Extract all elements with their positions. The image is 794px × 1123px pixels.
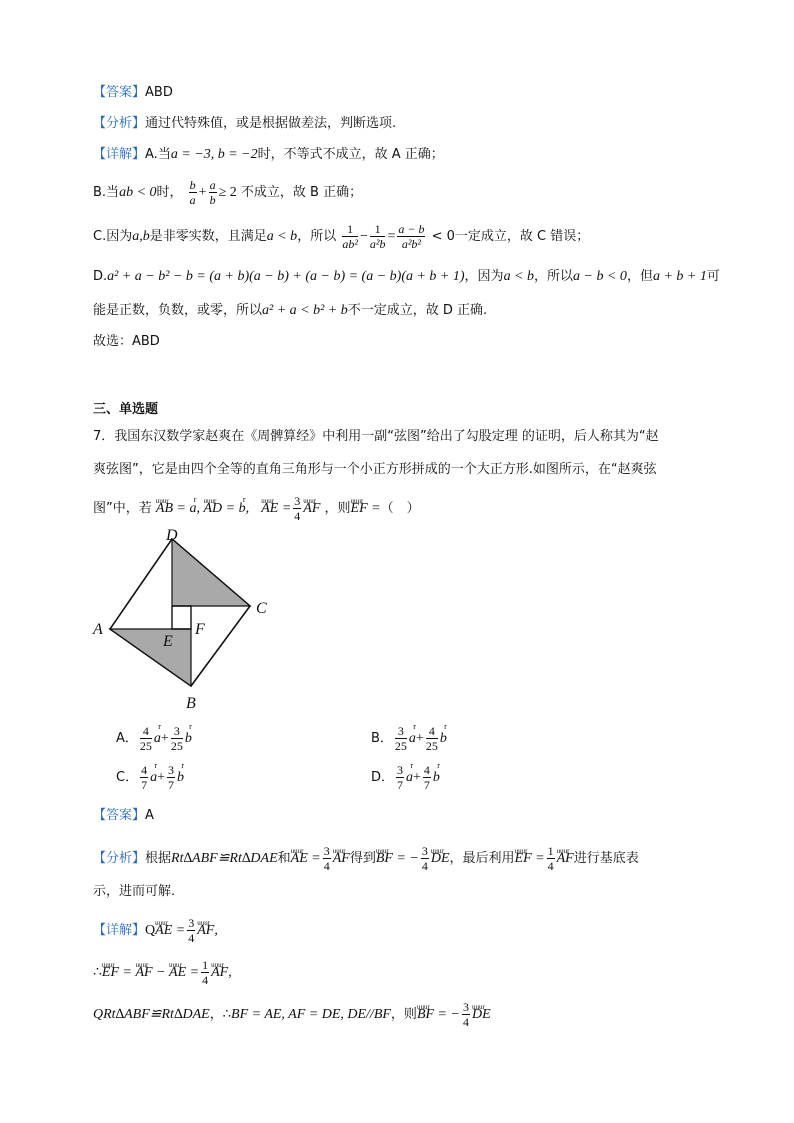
option-b-math: ab < 0 [119,185,157,200]
option-d-end: 可 [706,269,720,284]
detail-tag: 【详解】 [93,923,146,938]
q6-detail-line-d [93,268,720,286]
analysis-part2: 和 [277,851,291,866]
q7-stem-line1: 7．我国东汉数学家赵爽在《周髀算经》中利用一副“弦图”给出了勾股定理 的证明，后人称其为“赵 [93,429,659,444]
analysis-text: 通过代特殊值，或是根据做差法，判断选项. [145,116,397,131]
option-c-suffix: < 0一定成立，故 C 错误； [431,229,590,244]
point-label-b: B [186,695,196,712]
point-label-f: F [195,621,205,638]
point-label-c: C [256,600,267,617]
detail-then: ，则 [390,1007,417,1022]
option-d[interactable]: D． $\frac{3}{7}$ r a+ $\frac{4}{7}$ r b [371,763,440,792]
option-a-prefix: A.当 [145,147,171,162]
analysis-tag: 【分析】 [93,116,146,131]
analysis-part5: 进行基底表 [573,851,639,866]
option-a-math: a = −3, b = −2 [170,147,258,162]
fraction-1-over-ab2: $\frac{1}{\text{ab²}}$ [342,222,358,251]
q7-stem-line2: 爽弦图”，它是由四个全等的直角三角形与一个小正方形拼成的一个大正方形.如图所示，在“赵爽弦 [93,462,657,477]
option-a-suffix: 时，不等式不成立，故 A 正确； [257,147,444,162]
option-d-coef2: $\frac{4}{7}$ [423,763,430,792]
vector-conditions: uuur AB = r a, uuur AD = r b, [156,501,249,516]
option-letter: A． [116,731,138,746]
q7-stem-end: （ ） [380,501,420,516]
right-triangle-lines [172,606,191,629]
q7-analysis-line2: 示，进而可解. [93,884,176,899]
option-letter: C． [116,770,139,785]
option-d-cond1: a < b [503,269,535,284]
option-d-mid3: ，但 [626,269,653,284]
option-d-mid2: ，所以 [534,269,574,284]
q7-detail-line2: ∴uuur EF = uuur AF − uuur AE = $\frac{1}{4}$ uuur AF, [93,958,232,987]
point-label-e: E [163,633,173,650]
answer-tag: 【答案】 [93,808,146,823]
option-a-coef1: $\frac{4}{25}$ [139,724,152,753]
q7-stem-line3: 图”中，若 uuur AB = r a, uuur AD = r b, uuur AE = $\frac{3}{4}$ uuur AF ，则uuur EF =（ ） [93,494,420,523]
answer-value: A [145,808,154,823]
section-heading: 三、单选题 [93,402,159,417]
answer-value: ABD [145,85,173,100]
vector-ae-equation: uuur AE = [261,501,291,516]
option-d-cond3: a + b + 1 [652,269,707,284]
option-d2-suffix: 不一定成立，故 D 正确. [347,303,488,318]
option-c-coef2: $\frac{3}{7}$ [167,763,174,792]
fraction-b-over-a: $\frac{b}{a}$ [189,178,196,207]
q6-detail-line-b: B.当ab < 0时， $\frac{b}{a}$ + $\frac{a}{b}$ ≥ 2 不成立，故 B 正确； [93,178,363,207]
option-letter: D． [371,770,395,785]
q6-answer-line [93,84,173,102]
option-d-coef1: $\frac{3}{7}$ [397,763,404,792]
therefore-symbol: ∴ [93,965,102,980]
q7-detail-line3: QRt∆ABF≌Rt∆DAE，∴BF = AE, AF = DE, DE//BF，则uuur BF = − $\frac{3}{4}$ uuur DE [93,1000,491,1029]
answer-tag: 【答案】 [93,85,146,100]
option-c-mid1: 是非零实数，且满足 [149,229,267,244]
option-d-mid1: ，因为 [464,269,504,284]
q7-answer-line [93,807,154,825]
option-c-coef1: $\frac{4}{7}$ [141,763,148,792]
option-d2-expr: a² + a < b² + b [262,303,348,318]
fraction-3-4: $\frac{3}{4}$ [294,494,301,523]
option-c-cond: a < b [266,229,298,244]
option-b-prefix: B.当 [93,185,120,200]
option-d-expr: a² + a − b² − b = (a + b)(a − b) + (a − b) = (a − b)(a + b + 1) [107,269,465,284]
q7-stem-prefix: 图”中，若 [93,501,152,516]
option-c-mid2: ，所以 [297,229,337,244]
zhao-shuang-figure [90,522,280,712]
option-a[interactable]: A． $\frac{4}{25}$ r a+ $\frac{3}{25}$ r b [116,724,192,753]
option-b[interactable]: B． $\frac{3}{25}$ r a+ $\frac{4}{25}$ r b [371,724,447,753]
detail-tag: 【详解】 [93,147,146,162]
option-d-cond2: a − b < 0 [573,269,627,284]
q6-analysis-line [93,115,396,133]
point-label-a: A [93,621,103,638]
analysis-part4: ，最后利用 [449,851,515,866]
detail-equalities: BF = AE, AF = DE, DE//BF [231,1007,391,1022]
option-c-ab: a,b [132,229,150,244]
fraction-1-over-a2b: $\frac{1}{\text{a²b}}$ [369,222,386,251]
point-label-d: D [166,527,178,544]
option-d-prefix: D. [93,269,108,284]
congruence-statement: Rt∆ABF≌Rt∆DAE [171,851,278,866]
q7-analysis-line1: 【分析】根据Rt∆ABF≌Rt∆DAE和uuur AE = $\frac{3}{4}$ uuur AF得到uuur BF = − $\frac{3}{4}$ uuur DE，最后利用uuur EF = $\frac{1}{4}$ uuur AF进行基底表 [93,844,639,873]
option-letter: B． [371,731,393,746]
analysis-part3: 得到 [349,851,376,866]
analysis-tag: 【分析】 [93,851,146,866]
option-c[interactable]: C． $\frac{4}{7}$ r a+ $\frac{3}{7}$ r b [116,763,184,792]
option-b-coef2: $\frac{4}{25}$ [425,724,438,753]
shaded-triangle-bottom [110,629,191,686]
detail-congruence: QRt∆ABF≌Rt∆DAE [93,1007,210,1022]
option-a-coef2: $\frac{3}{25}$ [170,724,183,753]
analysis-part1: 根据 [145,851,172,866]
option-d2-prefix: 能是正数，负数，或零，所以 [93,303,263,318]
option-b-suffix: 不成立，故 B 正确； [240,185,363,200]
q6-detail-line-d2 [93,302,487,320]
q7-detail-line1: 【详解】Quuur AE = $\frac{3}{4}$ uuur AF, [93,916,218,945]
because-symbol: Q [145,923,156,938]
shaded-triangle-top [172,539,250,606]
q6-detail-line-c: C.因为a,b是非零实数，且满足a < b，所以 $\frac{1}{\text{ab²}}$ − $\frac{1}{\text{a²b}}$ = $\frac{a - b}{\text{a²b²}}$ < 0一定成立，故 C 错误； [93,222,590,251]
option-c-prefix: C.因为 [93,229,133,244]
q7-stem-mid: ，则 [324,501,351,516]
option-b-mid: 时， [156,185,183,200]
fraction-a-minus-b-over-a2b2: $\frac{a - b}{\text{a²b²}}$ [398,222,425,251]
fraction-a-over-b: $\frac{a}{b}$ [209,178,216,207]
q6-final-answer: 故选：ABD [93,334,160,349]
detail-therefore: ，∴ [209,1007,232,1022]
option-b-coef1: $\frac{3}{25}$ [394,724,407,753]
q6-detail-line-a [93,146,444,164]
